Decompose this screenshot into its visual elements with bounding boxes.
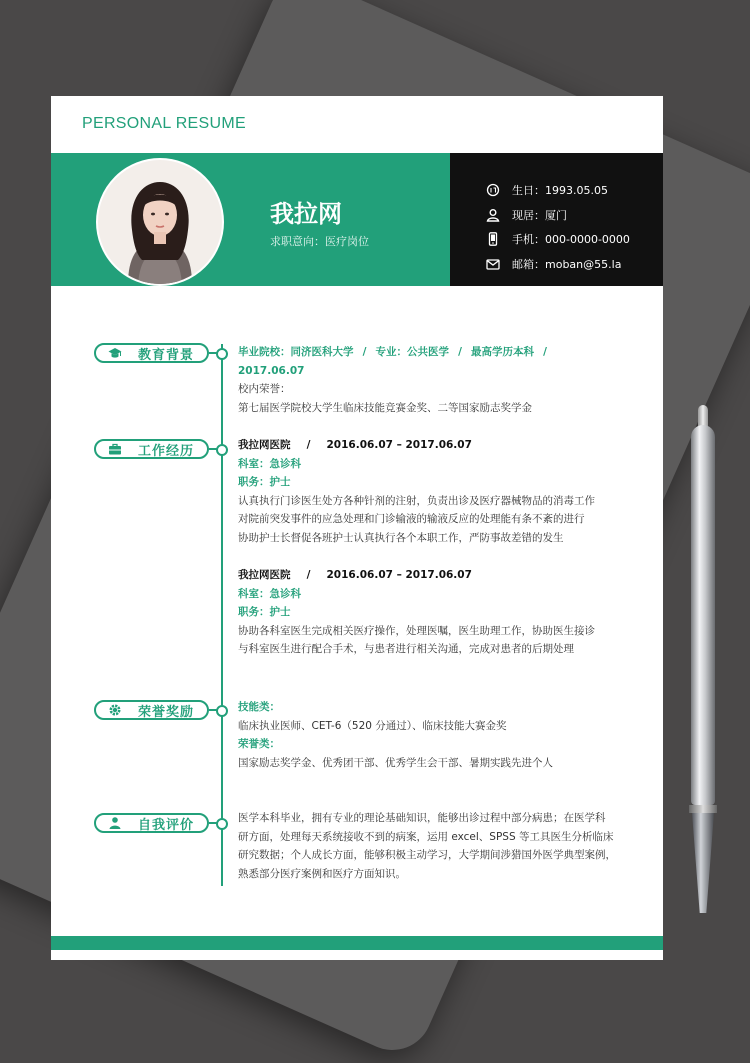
info-mail-text: 邮箱：moban@55.la [512,257,622,271]
section-self-label: 自我评价 [138,817,195,833]
self-line-1: 医学本科毕业，拥有专业的理论基础知识，能够出诊过程中部分病患；在医学科 [238,812,606,824]
job-1-role: 职务：护士 [238,476,291,488]
job-2-role: 职务：护士 [238,606,291,618]
skills-text: 临床执业医师、CET-6（520 分通过）、临床技能大赛金奖 [238,719,507,732]
birthday-icon [486,183,512,197]
self-dot [216,818,228,830]
education-dot [216,348,228,360]
resume-page [51,96,663,960]
pen [683,405,723,925]
honors-content [238,698,553,772]
footer-bar [51,936,663,950]
info-birthday-text: 生日：1993.05.05 [512,184,608,198]
info-mail [486,252,630,277]
section-education-heading [94,343,209,363]
education-honor-label: 校内荣誉： [238,383,291,395]
education-degree: 最高学历本科 [471,346,534,358]
job-2-line-1: 协助各科室医生完成相关医疗操作，处理医嘱，医生助理工作，协助医生接诊 [238,624,595,637]
gear-icon [108,703,122,717]
briefcase-icon [108,442,122,456]
honors-dot [216,705,228,717]
education-date: 2017.06.07 [238,364,305,377]
location-icon [486,208,512,222]
self-content [238,809,616,883]
info-phone [486,227,630,252]
graduation-cap-icon [108,346,122,360]
section-honors-heading [94,700,209,720]
job-2-line-2: 与科室医生进行配合手术，与患者进行相关沟通，完成对患者的后期处理 [238,643,574,655]
work-job-1: 我拉网医院 / 2016.06.07 – 2017.06.07 科室：急诊科 职务：护士 认真执行门诊医生处方各种针剂的注射，负责出诊及医疗器械物品的消毒工作 对院前突发事件的应急处理和门诊输液的输液反应的处理能有条不紊的进行 协助护士长督促各班护士认真执行各个本职工作，严防事故差错的发生 [238,436,595,547]
job-1-line-3: 协助护士长督促各班护士认真执行各个本职工作，严防事故差错的发生 [238,531,564,544]
section-honors-label: 荣誉奖励 [138,704,195,720]
work-dot [216,444,228,456]
job-objective: 求职意向：医疗岗位 [270,235,369,248]
section-work-label: 工作经历 [138,443,195,459]
info-phone-text: 手机：000-0000-0000 [512,233,630,247]
job-1-dept: 科室：急诊科 [238,457,301,470]
awards-label: 荣誉类： [238,738,280,750]
contact-info [486,178,630,276]
avatar [96,158,224,286]
self-line-2: 研方面，处理每天系统接收不到的病案，运用 excel、SPSS 等工具医生分析临床 [238,830,614,843]
job-1-line-1: 认真执行门诊医生处方各种针剂的注射，负责出诊及医疗器械物品的消毒工作 [238,494,595,507]
job-1-line-2: 对院前突发事件的应急处理和门诊输液的输液反应的处理能有条不紊的进行 [238,513,585,525]
education-major: 专业：公共医学 [375,346,449,358]
education-school: 毕业院校：同济医科大学 [238,346,354,358]
mail-icon [486,257,512,271]
job-1-company: 我拉网医院 [238,439,291,451]
skills-label: 技能类： [238,701,280,713]
info-location-text: 现居：厦门 [512,208,567,222]
info-birthday [486,178,630,203]
work-job-2: 我拉网医院 / 2016.06.07 – 2017.06.07 科室：急诊科 职务：护士 协助各科室医生完成相关医疗操作，处理医嘱，医生助理工作，协助医生接诊 与科室医生进行配合手术，与患者进行相关沟通，完成对患者的后期处理 [238,566,595,659]
candidate-name: 我拉网 [270,200,342,228]
person-icon [108,816,122,830]
section-work-heading [94,439,209,459]
awards-text: 国家励志奖学金、优秀团干部、优秀学生会干部、暑期实践先进个人 [238,756,553,769]
self-line-4: 熟悉部分医疗案例和医疗方面知识。 [238,867,406,880]
self-line-3: 研究数据；个人成长方面，能够积极主动学习，大学期间涉猎国外医学典型案例， [238,849,616,861]
info-location [486,203,630,228]
section-education-label: 教育背景 [138,347,195,363]
phone-icon [486,232,512,246]
job-1-period: 2016.06.07 – 2017.06.07 [326,439,472,451]
job-2-period: 2016.06.07 – 2017.06.07 [326,569,472,581]
section-self-heading [94,813,209,833]
job-2-company: 我拉网医院 [238,569,291,581]
job-2-dept: 科室：急诊科 [238,587,301,600]
education-honor-text: 第七届医学院校大学生临床技能竞赛金奖、二等国家励志奖学金 [238,401,532,414]
resume-title: PERSONAL RESUME [82,115,246,132]
education-content: 毕业院校：同济医科大学 / 专业：公共医学 / 最高学历本科 / 2017.06.07 校内荣誉： 第七届医学院校大学生临床技能竞赛金奖、二等国家励志奖学金 [238,343,556,417]
timeline-line [221,344,223,886]
